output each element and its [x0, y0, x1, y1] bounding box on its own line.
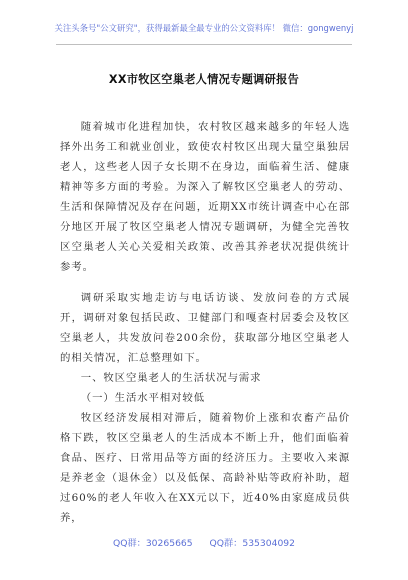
footer-qq-group-1: QQ群：30265665 [113, 538, 193, 549]
footer-contact [0, 535, 408, 549]
header-promo-note: 关注头条号"公文研究"，获得最新最全最专业的公文资料库！ 微信：gongwenyj [54, 23, 354, 33]
body-paragraph-living: 牧区经济发展相对滞后，随着物价上涨和农畜产品价格下跌，牧区空巢老人的生活成本不断上升，他们面临着食品、医疗、日常用品等方面的经济压力。主要收入来源是养老金（退休金）以及低保、高龄补贴等政府补助，超过60%的老人年收入在XX元以下，近40%由家庭成员供养， [60, 412, 350, 524]
document-title: XX市牧区空巢老人情况专题调研报告 [108, 73, 300, 86]
subsection-heading: （一）生活水平相对较低 [80, 392, 205, 404]
document-body [60, 117, 350, 528]
section-heading: 一、牧区空巢老人的生活状况与需求 [80, 372, 262, 384]
header-divider [56, 44, 352, 45]
body-paragraph-intro: 随着城市化进程加快，农村牧区越来越多的年轻人选择外出务工和就业创业，致使农村牧区出现大量空巢独居老人，这些老人因子女长期不在身边，面临着生活、健康精神等多方面的考验。为深入了解牧区空巢老人的劳动、生活和保障情况及存在问题，近期XX市统计调查中心在部分地区开展了牧区空巢老人情况专题调研，为健全完善牧区空巢老人关心关爱相关政策、改善其养老状况提供统计参考。 [60, 121, 350, 273]
footer-qq-group-2: QQ群：535304092 [209, 538, 295, 549]
body-paragraph-method: 调研采取实地走访与电话访谈、发放问卷的方式展开，调研对象包括民政、卫健部门和嘎查村居委会及牧区空巢老人，共发放问卷200余份，获取部分地区空巢老人的相关情况，汇总整理如下。 [60, 292, 350, 364]
